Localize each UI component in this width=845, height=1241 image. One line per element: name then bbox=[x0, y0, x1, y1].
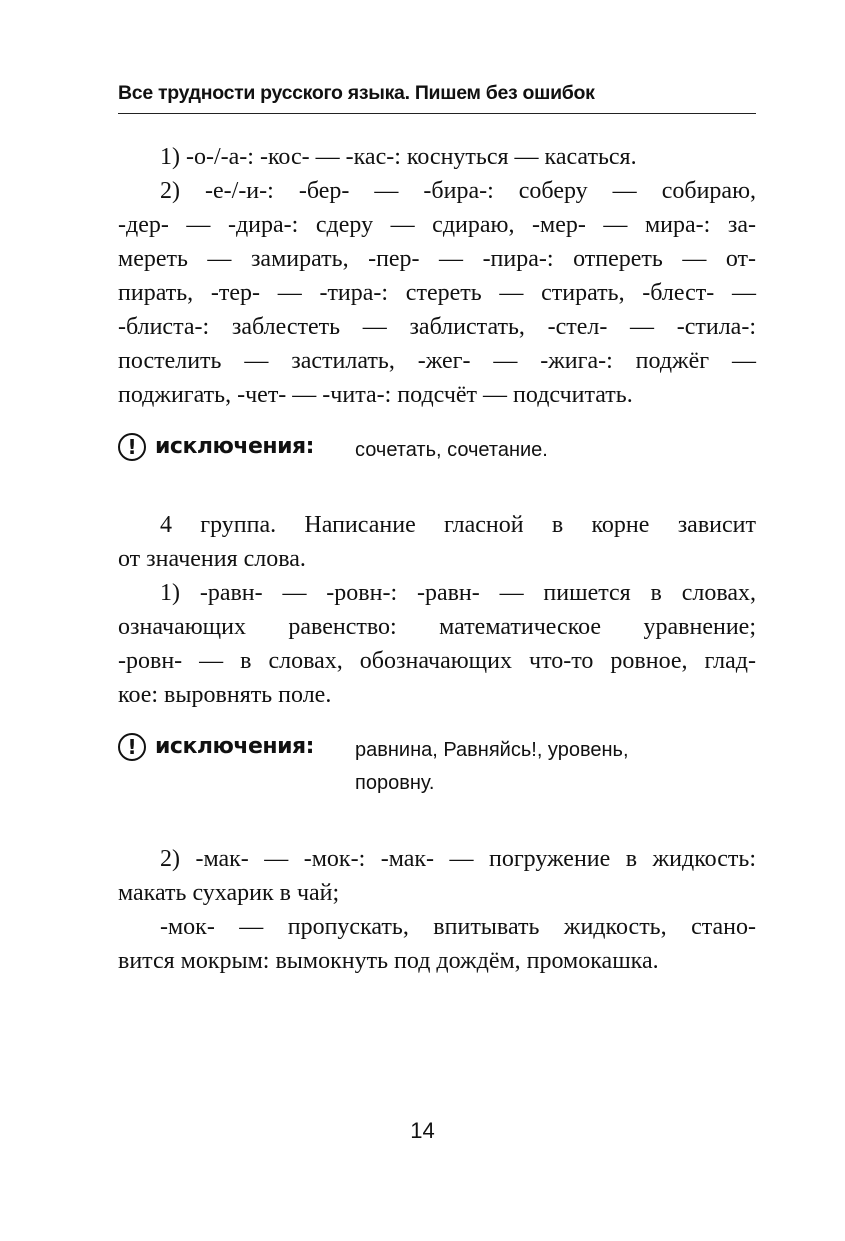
paragraph-line: -ровн- — в словах, обозначающих что-то ровное, глад- bbox=[118, 648, 756, 674]
exception-label: исключения: bbox=[155, 734, 314, 759]
paragraph-line: -блиста-: заблестеть — заблистать, -стел- — -стила-: bbox=[118, 314, 756, 340]
paragraph-line: мереть — замирать, -пер- — -пира-: отпереть — от- bbox=[118, 246, 756, 272]
exception-words: равнина, Равняйсь!, уровень, bbox=[355, 739, 629, 761]
paragraph-line: 1) -равн- — -ровн-: -равн- — пишется в словах, bbox=[160, 580, 756, 606]
paragraph-line: -мок- — пропускать, впитывать жидкость, стано- bbox=[160, 914, 756, 940]
paragraph-line: пирать, -тер- — -тира-: стереть — стирать, -блест- — bbox=[118, 280, 756, 306]
exception-words: сочетать, сочетание. bbox=[355, 439, 548, 461]
page-number: 14 bbox=[410, 1118, 435, 1143]
paragraph-line: 4 группа. Написание гласной в корне зависит bbox=[160, 512, 756, 538]
exclamation-icon: ! bbox=[118, 433, 146, 461]
paragraph-line: кое: выровнять поле. bbox=[118, 682, 332, 708]
paragraph-line: постелить — застилать, -жег- — -жига-: поджёг — bbox=[118, 348, 756, 374]
paragraph-line: вится мокрым: вымокнуть под дождём, промокашка. bbox=[118, 948, 659, 974]
exclamation-icon: ! bbox=[118, 733, 146, 761]
paragraph-line: макать сухарик в чай; bbox=[118, 880, 340, 906]
running-header: Все трудности русского языка. Пишем без ошибок bbox=[118, 82, 756, 114]
paragraph-line: 2) -мак- — -мок-: -мак- — погружение в жидкость: bbox=[160, 846, 756, 872]
paragraph-line: от значения слова. bbox=[118, 546, 306, 572]
exception-label: исключения: bbox=[155, 434, 314, 459]
paragraph-line: поджигать, -чет- — -чита-: подсчёт — подсчитать. bbox=[118, 382, 633, 408]
paragraph-line: -дер- — -дира-: сдеру — сдираю, -мер- — мира-: за- bbox=[118, 212, 756, 238]
paragraph-line: 1) -о-/-а-: -кос- — -кас-: коснуться — касаться. bbox=[160, 144, 637, 170]
paragraph-line: 2) -е-/-и-: -бер- — -бира-: соберу — собираю, bbox=[160, 178, 756, 204]
paragraph-line: означающих равенство: математическое уравнение; bbox=[118, 614, 756, 640]
exception-words: поровну. bbox=[355, 772, 435, 794]
